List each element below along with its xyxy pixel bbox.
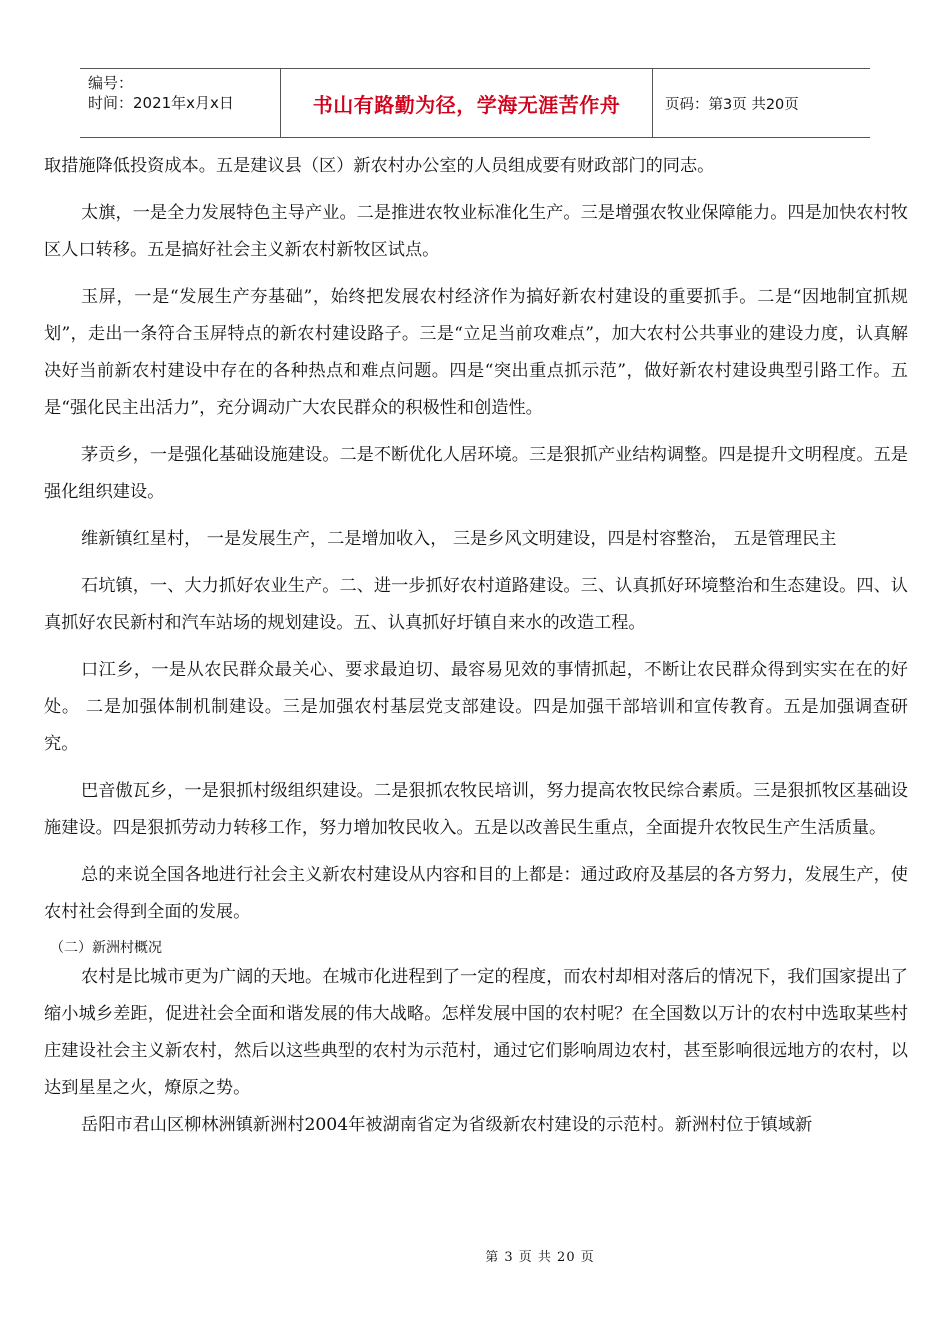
paragraph: 取措施降低投资成本。五是建议县（区）新农村办公室的人员组成要有财政部门的同志。 xyxy=(44,156,715,176)
document-number-label: 编号： xyxy=(88,74,134,92)
header-motto: 书山有路勤为径，学海无涯苦作舟 xyxy=(281,69,653,137)
paragraph: 巴音傲瓦乡，一是狠抓村级组织建设。二是狠抓农牧民培训，努力提高农牧民综合素质。三是狠抓牧区基础设施建设。四是狠抓劳动力转移工作，努力增加牧民收入。五是以改善民生重点，全面提升农牧民生产生活质量。 xyxy=(44,781,908,838)
header-meta xyxy=(80,69,281,137)
section-subheading: （二）新洲村概况 xyxy=(50,940,162,956)
header-page-info: 页码：第3页 共20页 xyxy=(665,96,799,113)
document-body xyxy=(44,148,908,1154)
paragraph: 太旗，一是全力发展特色主导产业。二是推进农牧业标准化生产。三是增强农牧业保障能力。四是加快农村牧区人口转移。五是搞好社会主义新农村新牧区试点。 xyxy=(44,203,908,260)
paragraph: 农村是比城市更为广阔的天地。在城市化进程到了一定的程度，而农村却相对落后的情况下，我们国家提出了缩小城乡差距，促进社会全面和谐发展的伟大战略。怎样发展中国的农村呢？在全国数以万计的农村中选取某些村庄建设社会主义新农村，然后以这些典型的农村为示范村，通过它们影响周边农村，甚至影响很远地方的农村，以达到星星之火，燎原之势。 xyxy=(44,967,908,1098)
paragraph: 总的来说全国各地进行社会主义新农村建设从内容和目的上都是：通过政府及基层的各方努力，发展生产，使农村社会得到全面的发展。 xyxy=(44,865,908,922)
page-footer: 第 3 页 共 20 页 xyxy=(485,1250,595,1265)
paragraph: 维新镇红星村， 一是发展生产，二是增加收入， 三是乡风文明建设，四是村容整治， 五是管理民主 xyxy=(81,529,837,549)
paragraph: 口江乡，一是从农民群众最关心、要求最迫切、最容易见效的事情抓起，不断让农民群众得到实实在在的好处。 二是加强体制机制建设。三是加强农村基层党支部建设。四是加强干部培训和宣传教育。五是加强调查研究。 xyxy=(44,660,908,754)
document-time-label: 时间：2021年x月x日 xyxy=(88,94,234,112)
paragraph: 岳阳市君山区柳林洲镇新洲村2004年被湖南省定为省级新农村建设的示范村。新洲村位于镇域新 xyxy=(81,1115,813,1135)
page-header xyxy=(80,68,870,138)
paragraph: 玉屏，一是“发展生产夯基础”，始终把发展农村经济作为搞好新农村建设的重要抓手。二是“因地制宜抓规划”，走出一条符合玉屏特点的新农村建设路子。三是“立足当前攻难点”，加大农村公共事业的建设力度，认真解决好当前新农村建设中存在的各种热点和难点问题。四是“突出重点抓示范”，做好新农村建设典型引路工作。五是“强化民主出活力”，充分调动广大农民群众的积极性和创造性。 xyxy=(44,287,908,418)
paragraph: 茅贡乡，一是强化基础设施建设。二是不断优化人居环境。三是狠抓产业结构调整。四是提升文明程度。五是强化组织建设。 xyxy=(44,445,908,502)
paragraph: 石坑镇，一、大力抓好农业生产。二、进一步抓好农村道路建设。三、认真抓好环境整治和生态建设。四、认真抓好农民新村和汽车站场的规划建设。五、认真抓好圩镇自来水的改造工程。 xyxy=(44,576,908,633)
